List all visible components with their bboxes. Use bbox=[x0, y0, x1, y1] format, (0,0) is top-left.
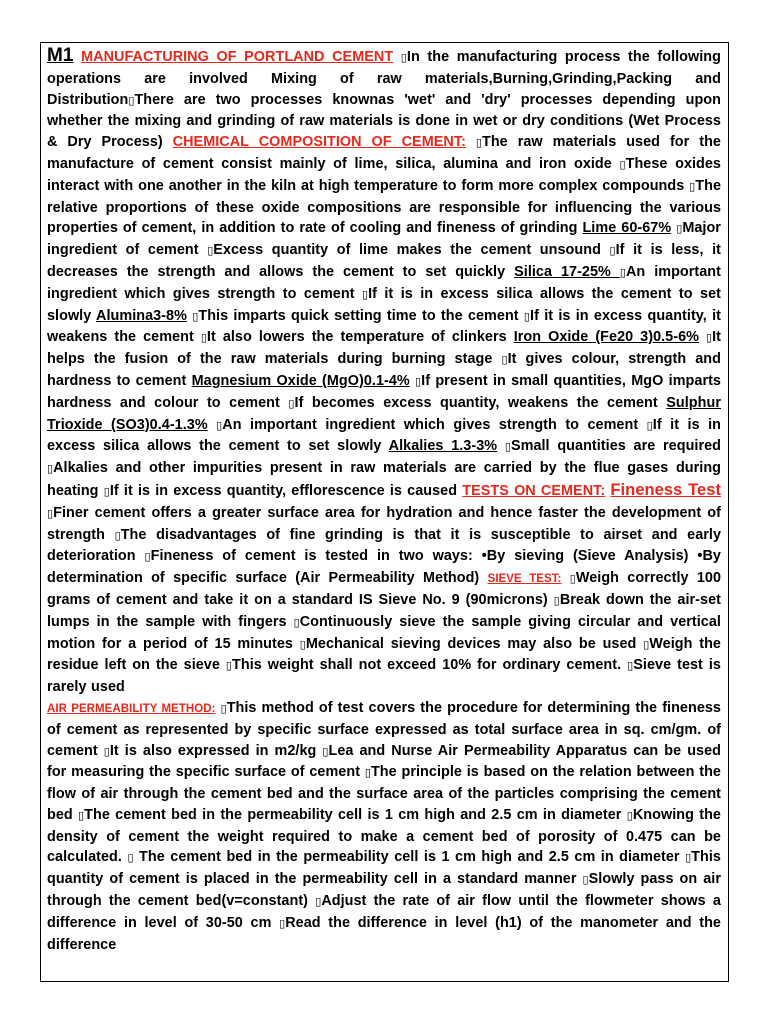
paragraph-text: Small quantities are required bbox=[510, 438, 722, 455]
box-glyph-icon: ▯ bbox=[220, 701, 227, 715]
box-glyph-icon: ▯ bbox=[200, 331, 207, 345]
label-alkalies: Alkalies 1.3-3% bbox=[388, 438, 498, 455]
box-glyph-icon: ▯ bbox=[619, 157, 626, 171]
box-glyph-icon: ▯ bbox=[619, 265, 626, 279]
paragraph-text: Read the difference in level (h1) of the manometer and the difference bbox=[47, 914, 721, 953]
box-glyph-icon: ▯ bbox=[364, 766, 371, 780]
label-alumina: Alumina3-8% bbox=[96, 307, 187, 324]
paragraph-text: The cement bed in the permeability cell is 1 cm high and 2.5 cm in diameter bbox=[84, 806, 622, 823]
box-glyph-icon: ▯ bbox=[192, 309, 199, 323]
paragraph-text: Continuously sieve the sample giving circular and vertical motion for a period of 15 minutes bbox=[47, 613, 721, 652]
box-glyph-icon: ▯ bbox=[103, 484, 110, 498]
paragraph-text: An important ingredient which gives strength to cement bbox=[47, 263, 721, 302]
box-glyph-icon: ▯ bbox=[626, 808, 633, 822]
box-glyph-icon: ▯ bbox=[361, 287, 369, 301]
box-glyph-icon: ▯ bbox=[299, 637, 306, 651]
paragraph-text: The disadvantages of fine grinding is that it is susceptible to airset and early deterioration bbox=[47, 526, 721, 565]
paragraph-text: If it is in excess silica allows the cement to set slowly bbox=[47, 416, 721, 455]
box-glyph-icon: ▯ bbox=[689, 179, 696, 193]
paragraph-text: Mechanical sieving devices may also be used bbox=[305, 635, 637, 652]
paragraph-text: Weigh the residue left on the sieve bbox=[47, 635, 721, 674]
box-glyph-icon: ▯ bbox=[78, 808, 85, 822]
box-glyph-icon: ▯ bbox=[144, 550, 151, 564]
paragraph-text: It gives colour, strength and hardness to cement bbox=[47, 351, 721, 389]
box-glyph-icon: ▯ bbox=[47, 506, 54, 520]
paragraph-text: The raw materials used for the manufacture of cement consist mainly of lime, silica, alumina and iron oxide bbox=[47, 134, 721, 172]
box-glyph-icon: ▯ bbox=[609, 244, 616, 258]
paragraph-text: Lea and Nurse Air Permeability Apparatus can be used for measuring the specific surface of cement bbox=[47, 742, 721, 781]
paragraph-text: It is also expressed in m2/kg bbox=[109, 742, 317, 759]
heading-composition: CHEMICAL COMPOSITION OF CEMENT: bbox=[172, 134, 466, 151]
box-glyph-icon: ▯ bbox=[400, 51, 407, 64]
paragraph-text: Break down the air-set lumps in the sample with fingers bbox=[47, 591, 721, 630]
label-silica: Silica 17-25% bbox=[514, 263, 620, 280]
box-glyph-icon: ▯ bbox=[47, 462, 54, 476]
paragraph-text: This method of test covers the procedure for determining the fineness of cement as represented by specific surface expressed as total surface area in sq. cm/gm. of cement bbox=[47, 699, 721, 759]
box-glyph-icon: ▯ bbox=[415, 374, 422, 388]
paragraph-text: This quantity of cement is placed in the permeability cell in a standard manner bbox=[47, 849, 721, 888]
paragraph-text: If it is in excess silica allows the cement to set slowly bbox=[47, 285, 721, 324]
box-glyph-icon: ▯ bbox=[569, 572, 576, 586]
box-glyph-icon: ▯ bbox=[676, 222, 683, 236]
label-sulphur-trioxide: Sulphur Trioxide (SO3)0.4-1.3% bbox=[47, 394, 721, 433]
paragraph-text: This imparts quick setting time to the cement bbox=[198, 307, 519, 324]
paragraph-text: If it is in excess quantity, it weakens the cement bbox=[47, 307, 721, 346]
box-glyph-icon: ▯ bbox=[643, 637, 650, 651]
paragraph-text: The cement bed in the permeability cell is 1 cm high and 2.5 cm in diameter bbox=[133, 849, 680, 866]
paragraph-text: Excess quantity of lime makes the cement unsound bbox=[213, 242, 601, 259]
box-glyph-icon: ▯ bbox=[646, 418, 653, 432]
paragraph-text: Fineness of cement is tested in two ways: •By sieving (Sieve Analysis) •By determination of specific surface (Air Permeability Method) bbox=[47, 548, 721, 587]
box-glyph-icon: ▯ bbox=[114, 528, 121, 542]
paragraph-text: In the manufacturing process the following operations are involved Mixing of raw materials,Burning,Grinding,Packing and Distribution bbox=[47, 49, 721, 108]
paragraph-text: If becomes excess quantity, weakens the cement bbox=[294, 394, 658, 411]
label-iron-oxide: Iron Oxide (Fe20 3)0.5-6% bbox=[513, 329, 699, 346]
box-glyph-icon: ▯ bbox=[706, 331, 713, 345]
paragraph-text: Adjust the rate of air flow until the flowmeter shows a difference in level of 30-50 cm bbox=[47, 893, 721, 931]
label-magnesium-oxide: Magnesium Oxide (MgO)0.1-4% bbox=[191, 372, 410, 389]
paragraph-text: It helps the fusion of the raw materials during burning stage bbox=[47, 329, 721, 368]
paragraph-text: If present in small quantities, MgO imparts hardness and colour to cement bbox=[47, 372, 721, 411]
paragraph-text: Knowing the density of cement the weight required to make a cement bed of porosity of 0.475 can be calculated. bbox=[47, 806, 721, 866]
paragraph-text: The principle is based on the relation between the flow of air through the cement bed and the surface area of the particles comprising the cement bed bbox=[47, 764, 721, 823]
heading-manufacturing: MANUFACTURING OF PORTLAND CEMENT bbox=[81, 49, 394, 65]
box-glyph-icon: ▯ bbox=[582, 873, 589, 887]
box-glyph-icon: ▯ bbox=[103, 744, 110, 758]
box-glyph-icon: ▯ bbox=[553, 593, 560, 607]
paragraph-text: Slowly pass on air through the cement bed(v=constant) bbox=[47, 871, 721, 910]
paragraph-text: If it is in excess quantity, efflorescence is caused bbox=[109, 482, 458, 499]
document-body bbox=[47, 46, 721, 955]
box-glyph-icon: ▯ bbox=[685, 851, 692, 865]
box-glyph-icon: ▯ bbox=[279, 916, 286, 930]
paragraph-text: The relative proportions of these oxide compositions are responsible for influencing the various properties of cement, in addition to rate of cooling and fineness of grinding bbox=[47, 177, 721, 237]
heading-air-permeability: AIR PERMEABILITY METHOD: bbox=[47, 702, 216, 715]
paragraph-text: Alkalies and other impurities present in raw materials are carried by the flue gases during heating bbox=[47, 460, 721, 499]
heading-fineness-test: Fineness Test bbox=[610, 480, 722, 499]
box-glyph-icon: ▯ bbox=[127, 851, 134, 865]
box-glyph-icon: ▯ bbox=[475, 136, 482, 150]
paragraph-text: Weigh correctly 100 grams of cement and take it on a standard IS Sieve No. 9 (90microns) bbox=[47, 570, 721, 608]
heading-tests: TESTS ON CEMENT: bbox=[462, 482, 606, 499]
box-glyph-icon: ▯ bbox=[322, 744, 329, 758]
box-glyph-icon: ▯ bbox=[293, 615, 300, 629]
paragraph-text: Sieve test is rarely used bbox=[47, 657, 721, 696]
paragraph-text: Major ingredient of cement bbox=[47, 220, 721, 259]
paragraph-text: An important ingredient which gives strength to cement bbox=[222, 416, 639, 433]
box-glyph-icon: ▯ bbox=[523, 309, 531, 323]
paragraph-text: If it is less, it decreases the strength and allows the cement to set quickly bbox=[47, 242, 721, 280]
paragraph-text: There are two processes knownas 'wet' and 'dry' processes depending upon whether the mixing and grinding of raw materials is done in wet or dry conditions (Wet Process & Dry Process) bbox=[47, 91, 721, 151]
paragraph-text: This weight shall not exceed 10% for ordinary cement. bbox=[232, 657, 622, 674]
box-glyph-icon: ▯ bbox=[288, 396, 295, 410]
box-glyph-icon: ▯ bbox=[216, 418, 223, 432]
box-glyph-icon: ▯ bbox=[315, 895, 322, 909]
box-glyph-icon: ▯ bbox=[627, 659, 634, 673]
box-glyph-icon: ▯ bbox=[504, 440, 511, 454]
paragraph-text: These oxides interact with one another in the kiln at high temperature to form more complex compounds bbox=[47, 155, 721, 194]
label-lime: Lime 60-67% bbox=[582, 220, 672, 237]
paragraph-text: It also lowers the temperature of clinkers bbox=[206, 329, 507, 346]
box-glyph-icon: ▯ bbox=[207, 244, 214, 258]
section-code: M1 bbox=[47, 45, 74, 66]
heading-sieve-test: SIEVE TEST: bbox=[487, 573, 562, 586]
paragraph-text: Finer cement offers a greater surface area for hydration and hence faster the development of strength bbox=[47, 504, 721, 543]
box-glyph-icon: ▯ bbox=[128, 93, 135, 107]
box-glyph-icon: ▯ bbox=[225, 659, 233, 673]
box-glyph-icon: ▯ bbox=[501, 353, 508, 367]
